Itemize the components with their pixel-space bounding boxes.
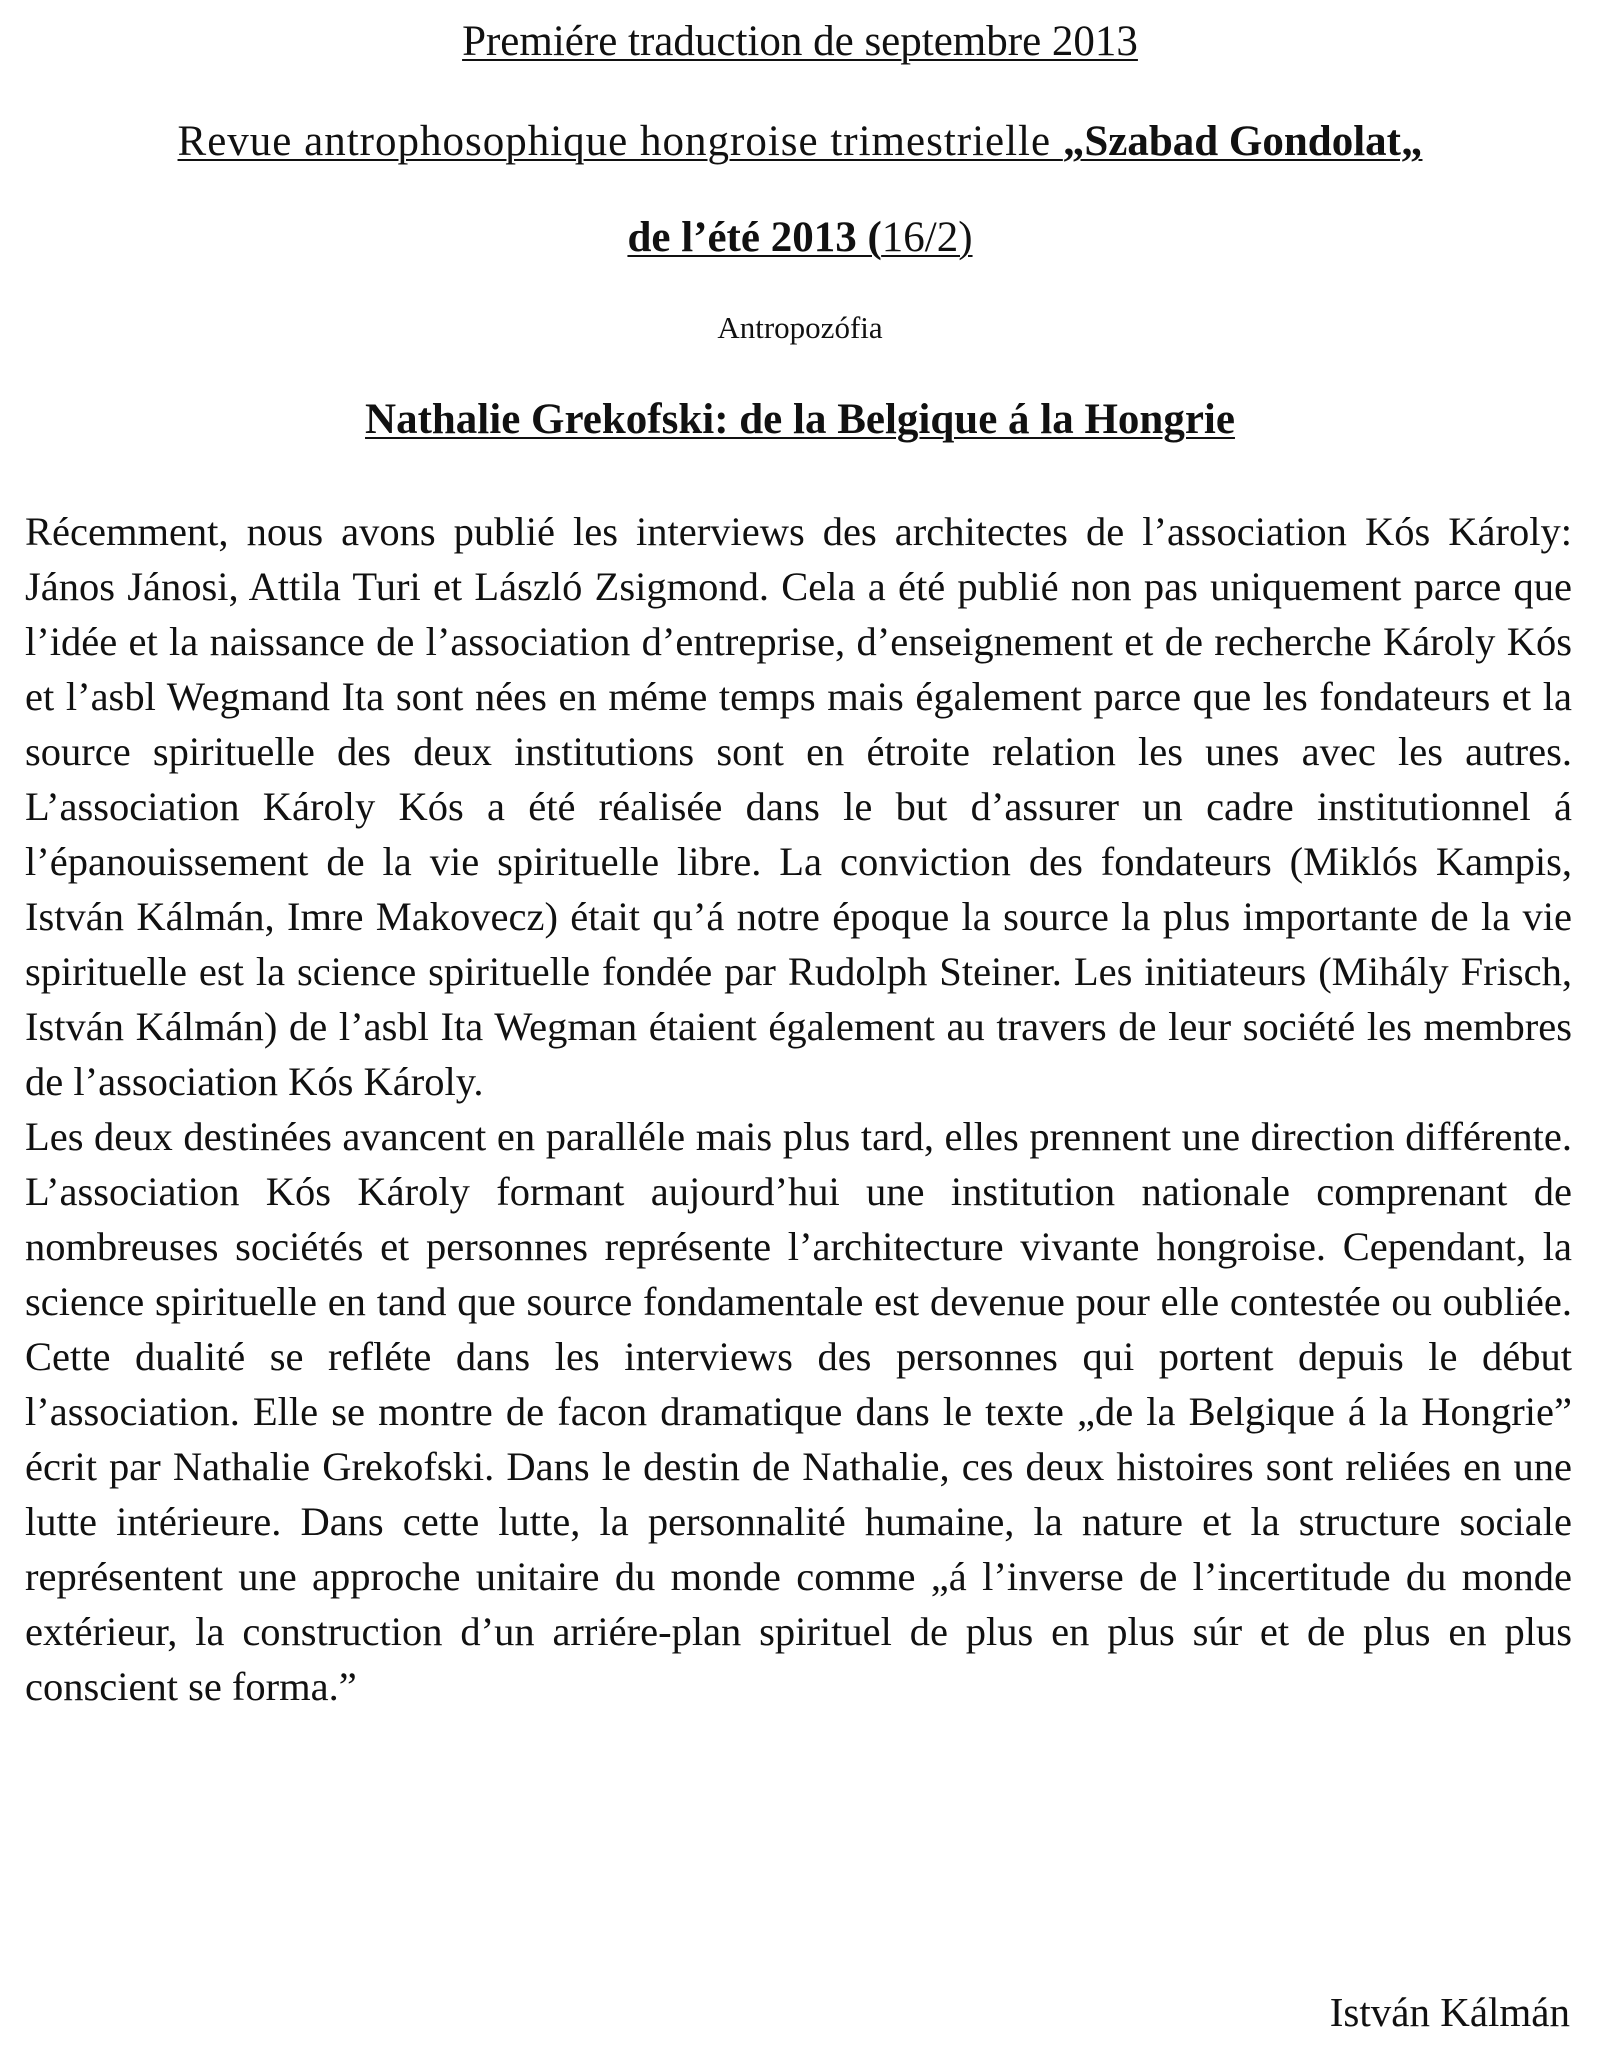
issue-season: de l’été 2013 (: [627, 214, 882, 261]
body-paragraph-2: Les deux destinées avancent en paralléle mais plus tard, elles prennent une direction différente. L’association Kós Károly formant aujourd’hui une institution nationale comprenant de nombreuses sociétés et personnes représente l’architecture vivante hongroise. Cependant, la science spirituelle en tand que source fondamentale est devenue pour elle contestée ou oubliée. Cette dualité se refléte dans les interviews des personnes qui portent depuis le début l’association. Elle se montre de facon dramatique dans le texte „de la Belgique á la Hongrie” écrit par Nathalie Grekofski. Dans le destin de Nathalie, ces deux histoires sont reliées en une lutte intérieure. Dans cette lutte, la personnalité humaine, la nature et la structure sociale représentent une approche unitaire du monde comme „á l’inverse de l’incertitude du monde extérieur, la construction d’un arriére-plan spirituel de plus en plus súr et de plus en plus conscient se forma.”: [25, 1114, 1572, 1709]
translation-date: Premiére traduction de septembre 2013: [462, 18, 1138, 65]
article-title-line: [0, 392, 1600, 448]
review-underline: [178, 118, 1423, 165]
author-signature: István Kálmán: [1329, 1989, 1570, 2035]
review-title: „Szabad Gondolat„: [1062, 118, 1423, 165]
issue-underline: [627, 214, 972, 261]
body-paragraph-1: Récemment, nous avons publié les interviews des architectes de l’association Kós Károly: János Jánosi, Attila Turi et László Zsigmond. Cela a été publié non pas uniquement parce que l’idée et la naissance de l’association d’entreprise, d’enseignement et de recherche Károly Kós et l’asbl Wegmand Ita sont nées en méme temps mais également parce que les fondateurs et la source spirituelle des deux institutions sont en étroite relation les unes avec les autres. L’association Károly Kós a été réalisée dans le but d’assurer un cadre institutionnel á l’épanouissement de la vie spirituelle libre. La conviction des fondateurs (Miklós Kampis, István Kálmán, Imre Makovecz) était qu’á notre époque la source la plus importante de la vie spirituelle est la science spirituelle fondée par Rudolph Steiner. Les initiateurs (Mihály Frisch, István Kálmán) de l’asbl Ita Wegman étaient également au travers de leur société les membres de l’association Kós Károly.: [25, 509, 1572, 1104]
header-review-line: [0, 114, 1600, 170]
header-translation-line: [0, 14, 1600, 70]
article-body: [25, 504, 1572, 1714]
section-label: Antropozófia: [717, 310, 883, 345]
header-issue-line: [0, 210, 1600, 266]
article-title: Nathalie Grekofski: de la Belgique á la Hongrie: [365, 396, 1235, 443]
review-description: Revue antrophosophique hongroise trimestrielle: [177, 118, 1063, 165]
issue-number: 16/2): [881, 214, 973, 261]
